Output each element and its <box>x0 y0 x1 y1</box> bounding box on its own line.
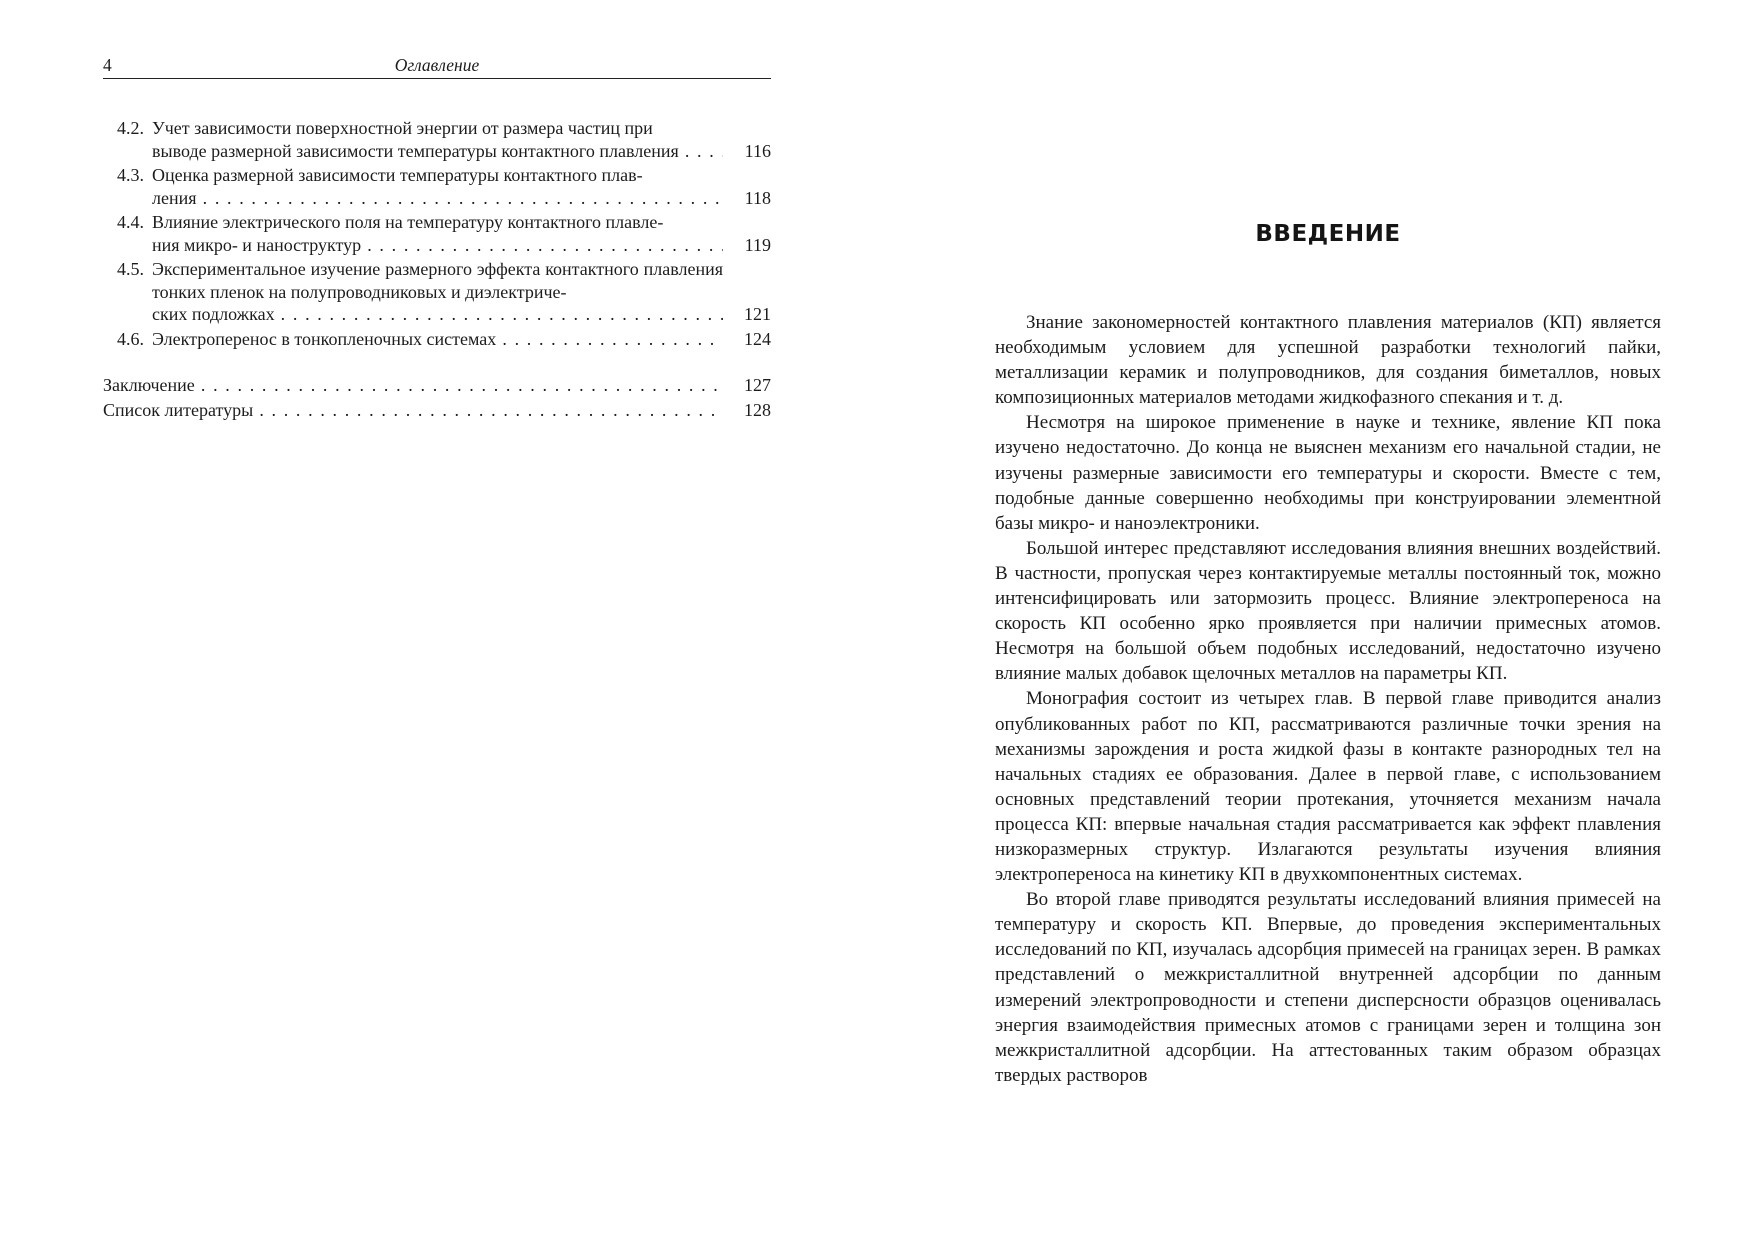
toc-entry-page: 118 <box>744 187 771 208</box>
paragraph: Несмотря на широкое применение в науке и технике, явление КП пока изучено недостаточно. До конца не выяснен механизм его начальной стадии, не изучены размерные зависимости его температуры и скорости. Вместе с тем, подобные данные совершенно необходимы при конструировании элементной базы микро- и наноэлектроники. <box>995 412 1661 534</box>
toc-entry-page: 119 <box>744 234 771 255</box>
toc-entry-title: Учет зависимости поверхностной энергии от размера частиц при выводе размерной зависимости температуры контактного плавления . . . <box>152 117 741 162</box>
toc-entry-page: 116 <box>744 140 771 161</box>
toc-entry[interactable] <box>103 258 771 326</box>
running-head-title: Оглавление <box>394 55 480 75</box>
toc-entry-page: 124 <box>744 328 771 349</box>
toc-entry-number: 4.2. <box>117 118 144 138</box>
toc-entry-title: Список литературы . . . <box>103 399 741 422</box>
paragraph: Большой интерес представляют исследования влияния внешних воздействий. В частности, пропуская через контактируемые металлы постоянный ток, можно интенсифицировать или затормозить процесс. Влияние электропереноса на скорость КП особенно ярко проявляется при наличии примесных атомов. Несмотря на большой объем подобных исследований, недостаточно изучено влияние малых добавок щелочных металлов на параметры КП. <box>995 537 1661 685</box>
chapter-title: ВВЕДЕНИЕ <box>1255 221 1401 247</box>
page-number: 4 <box>103 55 112 75</box>
toc-entry[interactable] <box>103 164 771 209</box>
running-head <box>103 52 771 79</box>
toc-spacer <box>103 352 771 374</box>
toc-entry-page: 121 <box>744 304 771 324</box>
toc-entry-conclusion[interactable] <box>103 374 771 397</box>
left-page <box>103 52 771 423</box>
toc-entry-title: Заключение . . . <box>103 374 741 397</box>
toc-entry-title: Экспериментальное изучение размерного эффекта контактного плавления тонких пленок на полупроводниковых и диэлектриче- ских подложках . . . <box>152 258 741 326</box>
paragraph: Знание закономерностей контактного плавления материалов (КП) является необходимым условием для успешной разработки технологий пайки, металлизации керамик и полупроводников, для создания биметаллов, новых композиционных материалов методами жидкофазного спекания и т. д. <box>995 312 1661 409</box>
paragraph: Во второй главе приводятся результаты исследований влияния примесей на температуру и скорость КП. Впервые, до проведения экспериментальных исследований по КП, изучалась адсорбция примесей на границах зерен. В рамках представлений о межкристаллитной внутренней адсорбции по данным измерений электропроводности и степени дисперсности образцов оценивалась энергия взаимодействия примесных атомов с границами зерен и толщина зон межкристаллитной адсорбции. На аттестованных таким образом образцах твердых растворов <box>995 889 1661 1086</box>
toc-entry-title: Влияние электрического поля на температуру контактного плавле- ния микро- и наноструктур . . . <box>152 211 741 256</box>
toc-entry-number: 4.6. <box>117 328 144 349</box>
intro-text <box>995 310 1661 1088</box>
table-of-contents <box>103 117 771 421</box>
toc-entry-number: 4.4. <box>117 212 144 232</box>
toc-entry[interactable] <box>103 328 771 351</box>
toc-entry-references[interactable] <box>103 399 771 422</box>
toc-entry[interactable] <box>103 211 771 256</box>
toc-entry-page: 127 <box>744 375 771 395</box>
toc-entry-number: 4.5. <box>117 259 144 279</box>
toc-entry-title: Электроперенос в тонкопленочных системах . . . <box>152 328 741 351</box>
toc-entry-title: Оценка размерной зависимости температуры контактного плав- ления . . . <box>152 164 741 209</box>
right-page <box>995 210 1661 1088</box>
toc-entry-number: 4.3. <box>117 165 144 185</box>
toc-entry-page: 128 <box>744 399 771 420</box>
toc-entry[interactable] <box>103 117 771 162</box>
paragraph: Монография состоит из четырех глав. В первой главе приводится анализ опубликованных работ по КП, рассматриваются различные точки зрения на механизмы зарождения и роста жидкой фазы в контакте разнородных тел на начальных стадиях ее образования. Далее в первой главе, с использованием основных представлений теории протекания, уточняется механизм начала процесса КП: впервые начальная стадия рассматривается как эффект плавления низкоразмерных структур. Излагаются результаты изучения влияния электропереноса на кинетику КП в двухкомпонентных системах. <box>995 688 1661 886</box>
